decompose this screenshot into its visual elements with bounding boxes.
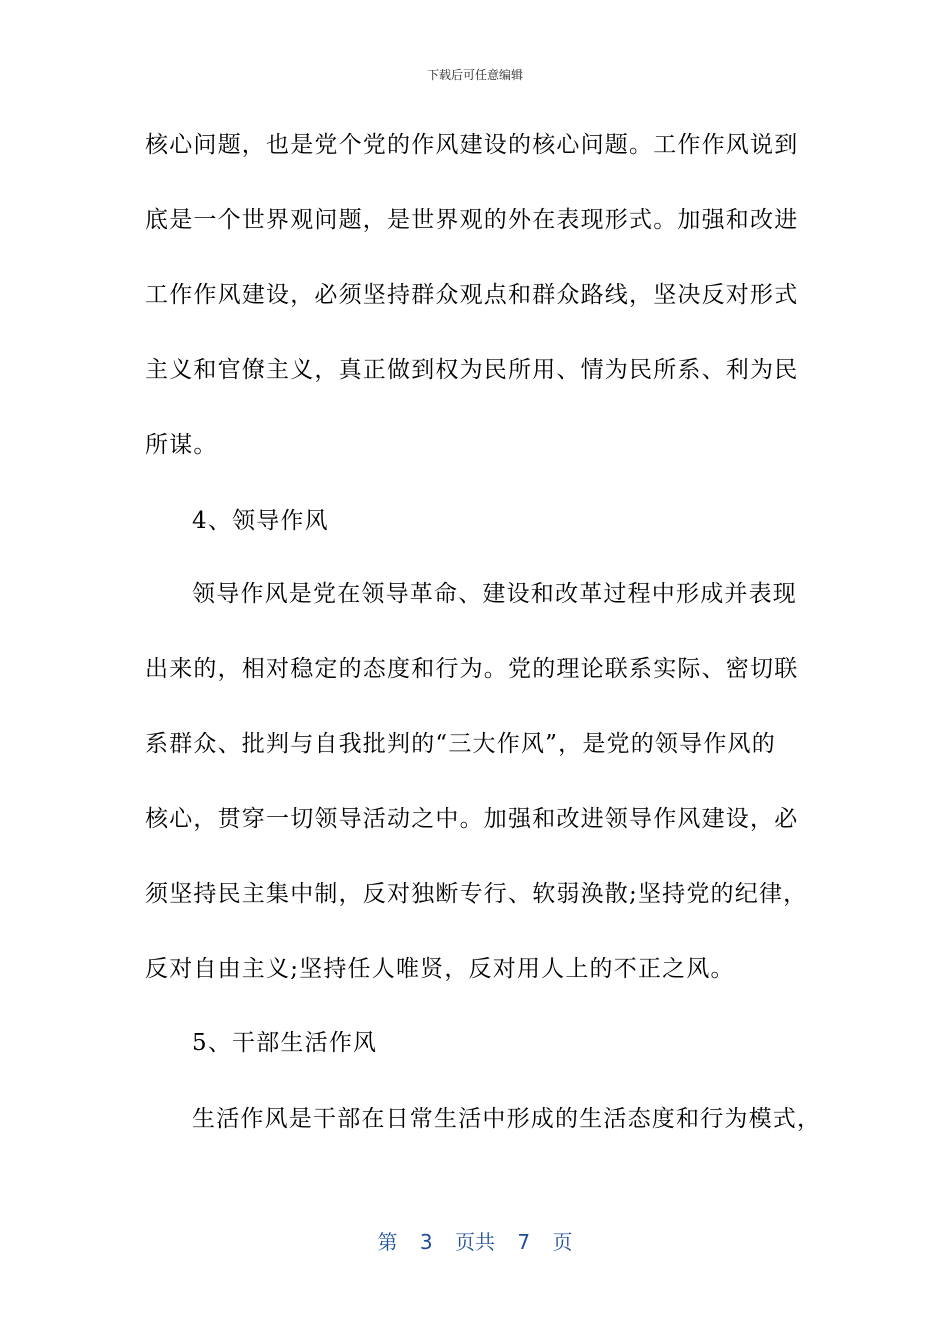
body-line: 核心，贯穿一切领导活动之中。加强和改进领导作风建设，必: [145, 806, 799, 832]
body-line: 须坚持民主集中制，反对独断专行、软弱涣散;坚持党的纪律，: [145, 881, 808, 907]
body-line: 系群众、批判与自我批判的“三大作风”，是党的领导作风的: [145, 731, 776, 757]
footer-label-of: 页共: [455, 1230, 495, 1254]
body-line: 所谋。: [145, 432, 218, 458]
page-footer: [0, 1226, 950, 1255]
body-line: 底是一个世界观问题，是世界观的外在表现形式。加强和改进: [145, 207, 799, 233]
body-line: 反对自由主义;坚持任人唯贤，反对用人上的不正之风。: [145, 956, 735, 982]
footer-label-end: 页: [552, 1230, 573, 1254]
body-line: 工作作风建设，必须坚持群众观点和群众路线，坚决反对形式: [145, 282, 799, 308]
section-heading: 4、领导作风: [192, 508, 329, 534]
footer-current-page: 3: [419, 1230, 433, 1254]
footer-label-page: 第: [377, 1230, 398, 1254]
footer-total-pages: 7: [517, 1230, 531, 1254]
body-line: 领导作风是党在领导革命、建设和改革过程中形成并表现: [192, 581, 797, 607]
body-line: 主义和官僚主义，真正做到权为民所用、情为民所系、利为民: [145, 357, 799, 383]
body-line: 生活作风是干部在日常生活中形成的生活态度和行为模式，: [192, 1106, 822, 1132]
body-line: 出来的，相对稳定的态度和行为。党的理论联系实际、密切联: [145, 656, 799, 682]
body-line: 核心问题，也是党个党的作风建设的核心问题。工作作风说到: [145, 132, 799, 158]
header-note: 下载后可任意编辑: [426, 68, 523, 82]
section-heading: 5、干部生活作风: [192, 1030, 378, 1056]
